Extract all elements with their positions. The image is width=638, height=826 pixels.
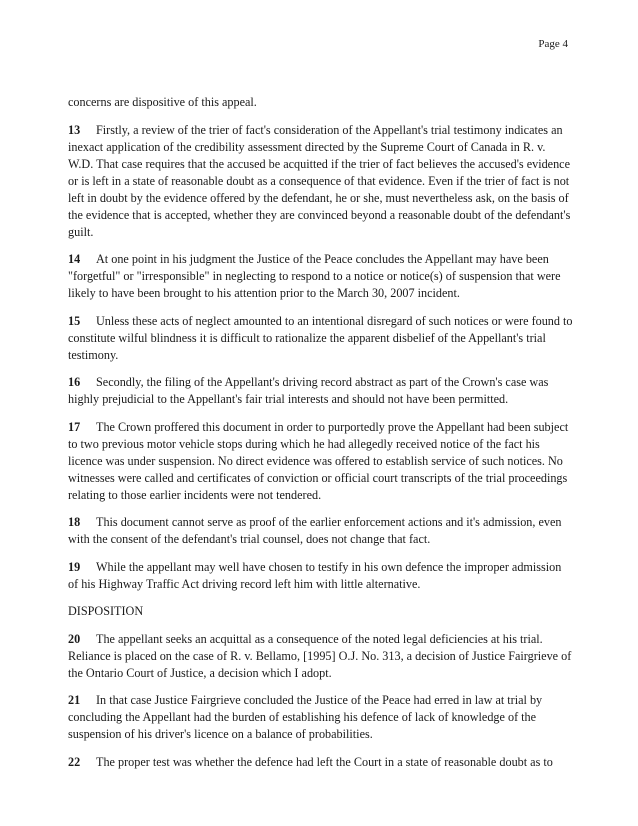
numbered-paragraph <box>68 754 573 771</box>
paragraph-text: The proper test was whether the defence had left the Court in a state of reasonable doubt as to <box>96 754 553 769</box>
numbered-paragraph <box>68 692 573 743</box>
numbered-paragraph <box>68 374 573 408</box>
numbered-paragraph <box>68 313 573 364</box>
paragraph-number: 16 <box>68 375 81 389</box>
paragraph-number: 19 <box>68 559 81 574</box>
paragraph-text: Secondly, the filing of the Appellant's driving record abstract as part of the Crown's case was highly prejudicial to the Appellant's fair trial interests and should not have been permitted. <box>68 375 549 406</box>
paragraph-group-reasons <box>68 122 573 593</box>
paragraph-text: While the appellant may well have chosen to testify in his own defence the improper admission of his Highway Traffic Act driving record left him with little alternative. <box>68 559 562 591</box>
numbered-paragraph <box>68 631 573 682</box>
paragraph-text: In that case Justice Fairgrieve concluded the Justice of the Peace had erred in law at trial by concluding the Appellant had the burden of establishing his defence of lack of knowledge of the suspension of his driver's licence on a balance of probabilities. <box>68 693 543 741</box>
paragraph-number: 22 <box>68 754 81 769</box>
paragraph-number: 21 <box>68 693 81 707</box>
paragraph-text: This document cannot serve as proof of the earlier enforcement actions and it's admission, even with the consent of the defendant's trial counsel, does not change that fact. <box>68 515 562 546</box>
intro-text: concerns are dispositive of this appeal. <box>68 95 257 109</box>
paragraph-group-disposition <box>68 631 573 771</box>
paragraph-number: 14 <box>68 252 81 266</box>
page-number: Page 4 <box>538 38 568 50</box>
numbered-paragraph <box>68 251 573 302</box>
section-heading: DISPOSITION <box>68 604 144 618</box>
numbered-paragraph <box>68 559 573 593</box>
paragraph-text: The appellant seeks an acquittal as a consequence of the noted legal deficiencies at his trial. Reliance is placed on the case of R. v. Bellamo, [1995] O.J. No. 313, a decision of Justice Fairgrieve of the Ontario Court of Justice, a decision which I adopt. <box>68 631 572 680</box>
paragraph-number: 20 <box>68 631 81 646</box>
numbered-paragraph <box>68 514 573 548</box>
numbered-paragraph <box>68 419 573 504</box>
numbered-paragraph <box>68 122 573 241</box>
paragraph-text: Unless these acts of neglect amounted to an intentional disregard of such notices or were found to constitute wilful blindness it is difficult to rationalize the apparent disbelief of the Appellant's trial testimony. <box>68 313 573 362</box>
paragraph-number: 13 <box>68 122 81 137</box>
paragraph-number: 18 <box>68 515 81 529</box>
document-body <box>68 94 573 781</box>
paragraph-text: Firstly, a review of the trier of fact's consideration of the Appellant's trial testimony indicates an inexact application of the credibility assessment directed by the Supreme Court of Canada in R. v. W.D. That case requires that the accused be acquitted if the trier of fact believes the accused's evidence or is left in a state of reasonable doubt as a consequence of that evidence. Even if the trier of fact is not left in doubt by the evidence offered by the defendant, he or she, must nevertheless ask, on the basis of the evidence that is accepted, whether they are convinced beyond a reasonable doubt of the defendant's guilt. <box>68 122 571 239</box>
paragraph-text: At one point in his judgment the Justice of the Peace concludes the Appellant may have been "forgetful" or "irresponsible" in neglecting to respond to a notice or notice(s) of suspension that were likely to have been brought to his attention prior to the March 30, 2007 incident. <box>68 252 561 300</box>
paragraph-number: 17 <box>68 419 81 434</box>
paragraph-number: 15 <box>68 313 81 328</box>
paragraph-text: The Crown proffered this document in order to purportedly prove the Appellant had been subject to two previous motor vehicle stops during which he had allegedly received notice of the fact his licence was under suspension. No direct evidence was offered to establish service of such notices. No witnesses were called and certificates of conviction or official court transcripts of the trial proceedings relating to those earlier incidents were not tendered. <box>68 419 569 502</box>
